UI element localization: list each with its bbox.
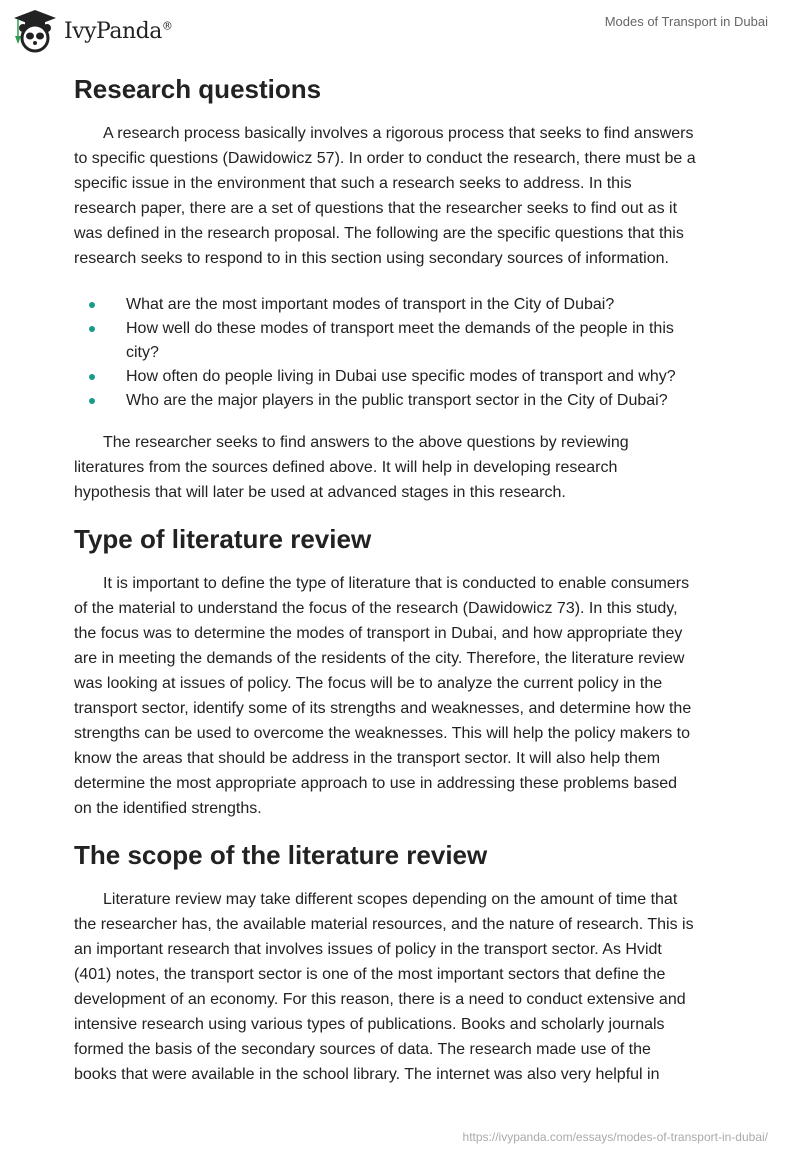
text-line: city? bbox=[126, 344, 159, 361]
page-header bbox=[0, 0, 800, 60]
text-line: A research process basically involves a rigorous process that seeks to find answers bbox=[103, 125, 694, 142]
text-line: literatures from the sources defined above. It will help in developing research bbox=[74, 459, 618, 476]
bullet-icon bbox=[89, 398, 95, 404]
text-line: to specific questions (Dawidowicz 57). In order to conduct the research, there must be a bbox=[74, 150, 696, 167]
text-line: formed the basis of the secondary sources of data. The research made use of the bbox=[74, 1041, 651, 1058]
text-line: determine the most appropriate approach to use in addressing these problems based bbox=[74, 775, 678, 792]
bullet-icon bbox=[89, 326, 95, 332]
essay-content bbox=[74, 72, 734, 1087]
section-heading: Research questions bbox=[74, 74, 322, 104]
text-line: hypothesis that will later be used at advanced stages in this research. bbox=[74, 484, 566, 501]
text-line: was looking at issues of policy. The focus will be to analyze the current policy in the bbox=[74, 675, 663, 692]
text-line: Who are the major players in the public transport sector in the City of Dubai? bbox=[126, 392, 668, 409]
text-line: research seeks to respond to in this section using secondary sources of information. bbox=[74, 250, 669, 267]
text-line: It is important to define the type of literature that is conducted to enable consumers bbox=[103, 575, 690, 592]
section-heading: The scope of the literature review bbox=[74, 840, 488, 870]
bullet-icon bbox=[89, 374, 95, 380]
paragraph bbox=[74, 887, 734, 1087]
panda-graduate-icon bbox=[12, 8, 58, 54]
text-line: the focus was to determine the modes of transport in Dubai, and how appropriate they bbox=[74, 625, 683, 642]
text-line: intensive research using various types of publications. Books and scholarly journals bbox=[74, 1016, 665, 1033]
paragraph bbox=[74, 430, 734, 505]
ivypanda-logo[interactable] bbox=[12, 8, 172, 54]
text-line: specific issue in the environment that such a research seeks to address. In this bbox=[74, 175, 632, 192]
text-line: (401) notes, the transport sector is one of the most important sectors that define the bbox=[74, 966, 666, 983]
list-item bbox=[74, 293, 734, 317]
text-line: The researcher seeks to find answers to the above questions by reviewing bbox=[103, 434, 629, 451]
section-heading: Type of literature review bbox=[74, 524, 372, 554]
text-line: development of an economy. For this reason, there is a need to conduct extensive and bbox=[74, 991, 686, 1008]
page-url: https://ivypanda.com/essays/modes-of-transport-in-dubai/ bbox=[462, 1130, 768, 1144]
list-item bbox=[74, 317, 734, 365]
text-line: strengths can be used to overcome the weaknesses. This will help the policy makers to bbox=[74, 725, 691, 742]
document-title: Modes of Transport in Dubai bbox=[604, 14, 768, 29]
text-line: research paper, there are a set of questions that the researcher seeks to find out as it bbox=[74, 200, 678, 217]
text-line: How often do people living in Dubai use specific modes of transport and why? bbox=[126, 368, 676, 385]
text-line: the researcher has, the available material resources, and the nature of research. This is bbox=[74, 916, 694, 933]
list-item bbox=[74, 389, 734, 413]
text-line: know the areas that should be address in the transport sector. It will also help them bbox=[74, 750, 661, 767]
list-item bbox=[74, 365, 734, 389]
text-line: are in meeting the demands of the residents of the city. Therefore, the literature review bbox=[74, 650, 685, 667]
paragraph bbox=[74, 121, 734, 271]
text-line: transport sector, identify some of its strengths and weaknesses, and determine how the bbox=[74, 700, 692, 717]
text-line: on the identified strengths. bbox=[74, 800, 262, 817]
text-line: of the material to understand the focus of the research (Dawidowicz 73). In this study, bbox=[74, 600, 678, 617]
text-line: Literature review may take different scopes depending on the amount of time that bbox=[103, 891, 678, 908]
text-line: How well do these modes of transport meet the demands of the people in this bbox=[126, 320, 674, 337]
paragraph bbox=[74, 571, 734, 821]
text-line: an important research that involves issues of policy in the transport sector. As Hvidt bbox=[74, 941, 662, 958]
research-questions-list bbox=[74, 293, 734, 413]
text-line: What are the most important modes of transport in the City of Dubai? bbox=[126, 296, 615, 313]
text-line: books that were available in the school library. The internet was also very helpful in bbox=[74, 1066, 660, 1083]
logo-text: IvyPanda® bbox=[64, 18, 173, 44]
text-line: was defined in the research proposal. The following are the specific questions that this bbox=[74, 225, 684, 242]
bullet-icon bbox=[89, 302, 95, 308]
